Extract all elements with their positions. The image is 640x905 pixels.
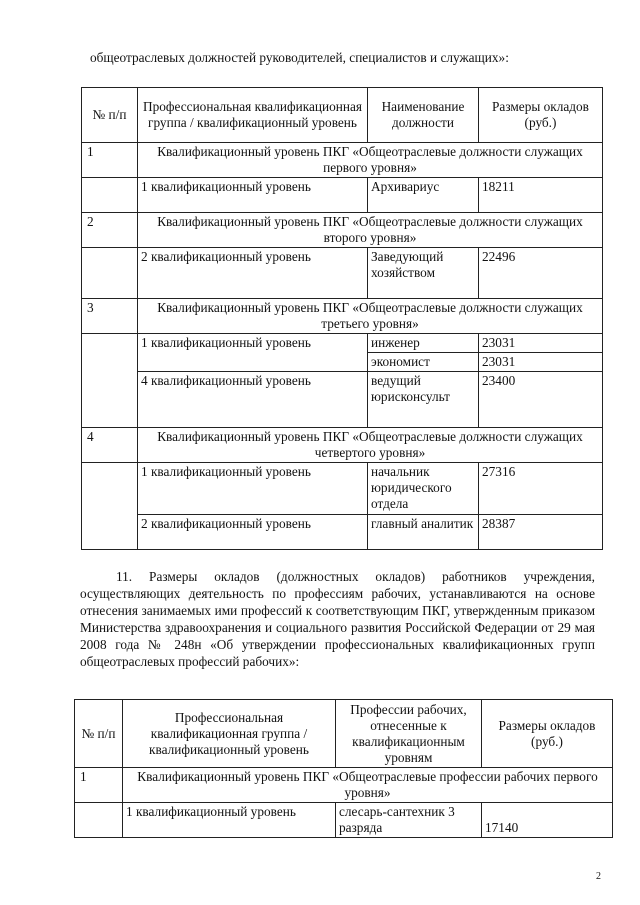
salary-cell: 23031 <box>479 334 603 353</box>
group-title: Квалификационный уровень ПКГ «Общеотраслевые должности служащих третьего уровня» <box>138 299 603 334</box>
position-cell: Архивариус <box>368 178 479 213</box>
table-header-row <box>82 88 603 143</box>
table-header-row <box>75 700 613 768</box>
header-professions: Профессии рабочих, отнесенные к квалификационным уровням <box>336 700 482 768</box>
header-group: Профессиональная квалификационная группа / квалификационный уровень <box>138 88 368 143</box>
intro-text: общеотраслевых должностей руководителей, специалистов и служащих»: <box>90 50 509 65</box>
salary-cell: 23400 <box>479 372 603 428</box>
workers-salary-table <box>74 699 613 838</box>
level-cell: 1 квалификационный уровень <box>123 803 336 838</box>
officials-salary-table <box>81 87 603 550</box>
page-number: 2 <box>596 871 601 882</box>
header-salary: Размеры окладов (руб.) <box>482 700 613 768</box>
group-title: Квалификационный уровень ПКГ «Общеотраслевые должности служащих четвертого уровня» <box>138 428 603 463</box>
table-row <box>82 248 603 299</box>
group-number: 2 <box>82 213 138 248</box>
level-cell: 1 квалификационный уровень <box>138 178 368 213</box>
level-cell: 4 квалификационный уровень <box>138 372 368 428</box>
group-row <box>75 768 613 803</box>
position-cell: инженер <box>368 334 479 353</box>
table-row <box>82 515 603 550</box>
header-number: № п/п <box>82 88 138 143</box>
level-cell: 2 квалификационный уровень <box>138 248 368 299</box>
group-number: 1 <box>75 768 123 803</box>
group-number: 4 <box>82 428 138 463</box>
group-row <box>82 299 603 334</box>
group-number: 3 <box>82 299 138 334</box>
paragraph-11: 11. Размеры окладов (должностных окладов) работников учреждения, осуществляющих деятельность по профессиям рабочих, устанавливаются на основе отнесения занимаемых ими профессий к соответствующим ПКГ, утвержденным приказом Министерства здравоохранения и социального развития Российской Федерации от 29 мая 2008 года № 248н «Об утверждении профессиональных квалификационных групп общеотраслевых профессий рабочих»: <box>80 569 595 669</box>
level-cell: 1 квалификационный уровень <box>138 463 368 515</box>
group-title: Квалификационный уровень ПКГ «Общеотраслевые должности служащих первого уровня» <box>138 143 603 178</box>
level-cell: 1 квалификационный уровень <box>138 334 368 372</box>
header-position: Наименование должности <box>368 88 479 143</box>
table-row <box>82 334 603 353</box>
position-cell: начальник юридического отдела <box>368 463 479 515</box>
group-number: 1 <box>82 143 138 178</box>
table-row <box>75 803 613 838</box>
table-row <box>82 463 603 515</box>
header-group: Профессиональная квалификационная группа / квалификационный уровень <box>123 700 336 768</box>
position-cell: экономист <box>368 353 479 372</box>
salary-cell: 22496 <box>479 248 603 299</box>
table-row <box>82 372 603 428</box>
position-cell: главный аналитик <box>368 515 479 550</box>
group-row <box>82 428 603 463</box>
table-row <box>82 178 603 213</box>
header-number: № п/п <box>75 700 123 768</box>
header-salary: Размеры окладов (руб.) <box>479 88 603 143</box>
group-row <box>82 143 603 178</box>
position-cell: Заведующий хозяйством <box>368 248 479 299</box>
position-cell: ведущий юрисконсульт <box>368 372 479 428</box>
salary-cell: 17140 <box>482 803 613 838</box>
group-title: Квалификационный уровень ПКГ «Общеотраслевые профессии рабочих первого уровня» <box>123 768 613 803</box>
group-row <box>82 213 603 248</box>
salary-cell: 27316 <box>479 463 603 515</box>
salary-cell: 18211 <box>479 178 603 213</box>
group-title: Квалификационный уровень ПКГ «Общеотраслевые должности служащих второго уровня» <box>138 213 603 248</box>
salary-cell: 23031 <box>479 353 603 372</box>
level-cell: 2 квалификационный уровень <box>138 515 368 550</box>
salary-cell: 28387 <box>479 515 603 550</box>
position-cell: слесарь-сантехник 3 разряда <box>336 803 482 838</box>
